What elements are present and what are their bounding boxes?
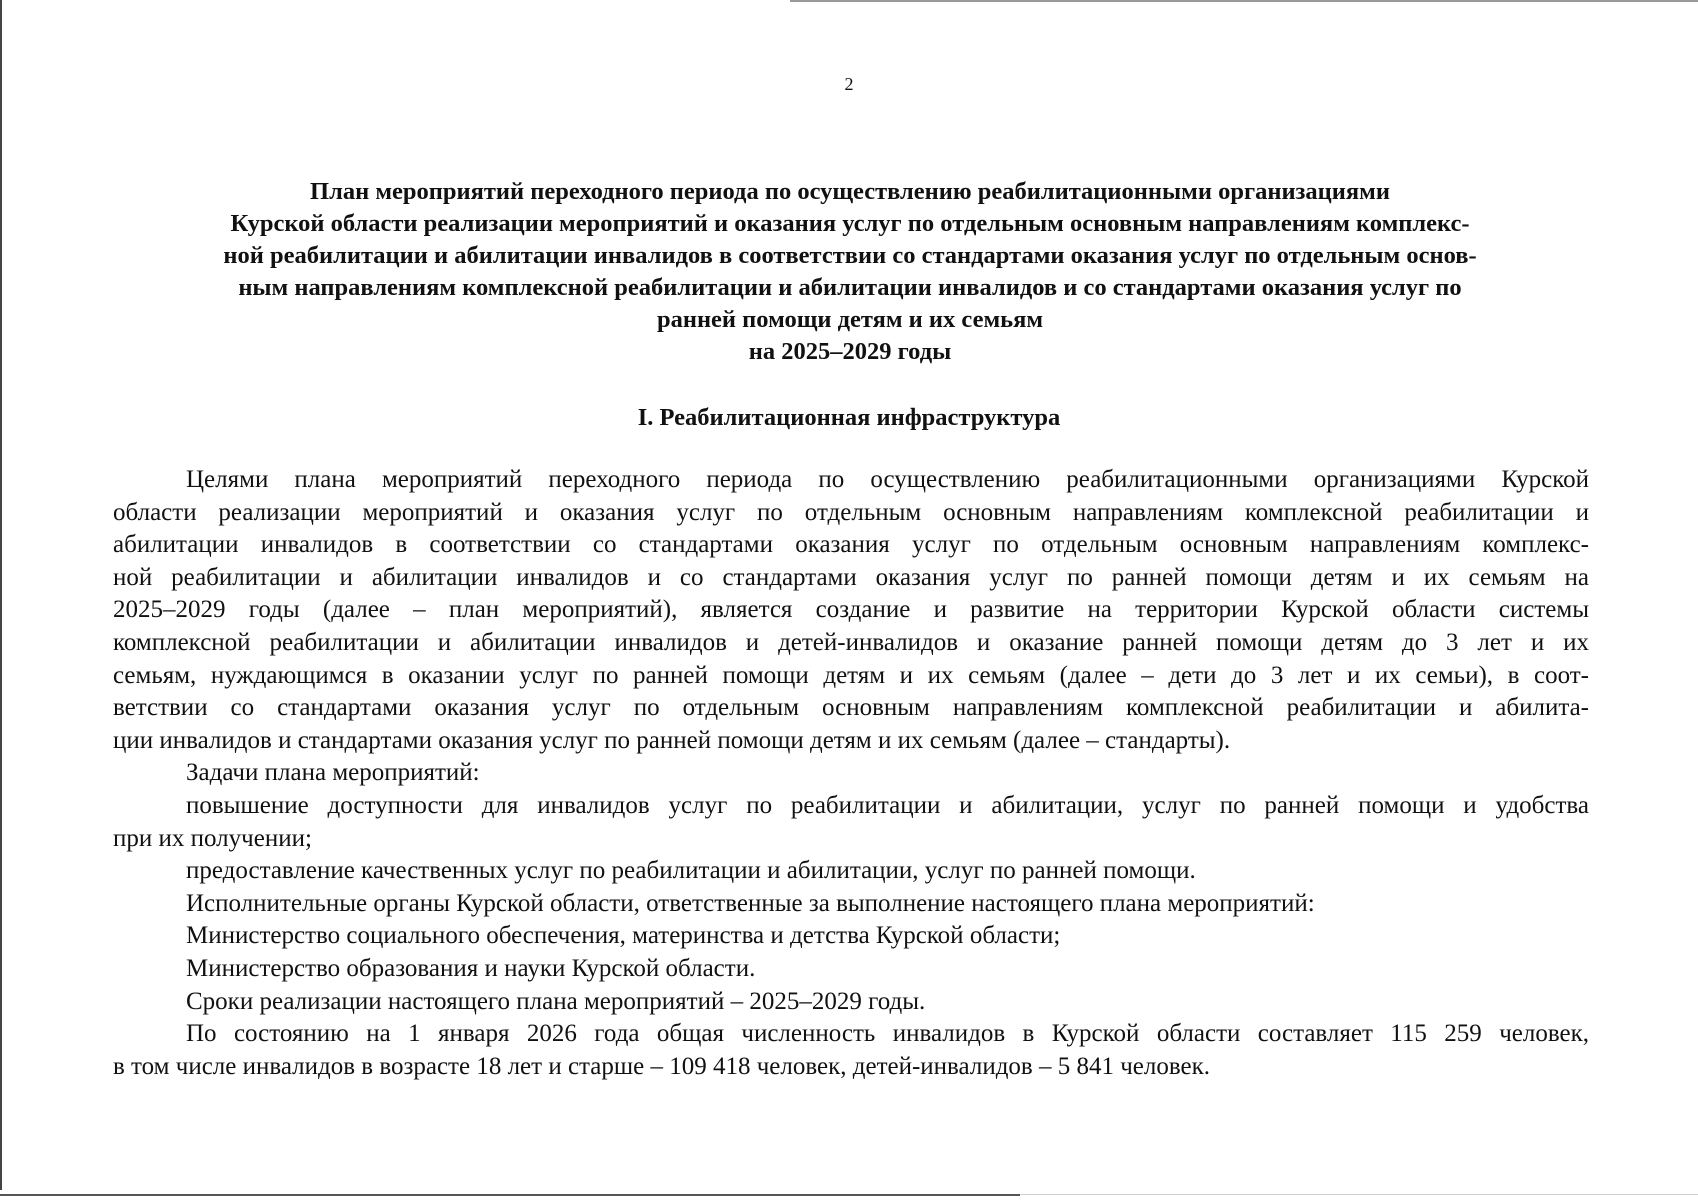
paragraph-line: Министерство образования и науки Курской области. bbox=[186, 954, 756, 982]
paragraph-line: Целями плана мероприятий переходного периода по осуществлению реабилитационными организациями Курской bbox=[186, 466, 1589, 493]
paragraph-line: абилитации инвалидов в соответствии со стандартами оказания услуг по отдельным основным направлениям комплекс- bbox=[113, 531, 1589, 559]
scan-edge-left bbox=[0, 0, 2, 1190]
title-line: Курской области реализации мероприятий и оказания услуг по отдельным основным направлениям комплекс- bbox=[230, 210, 1470, 237]
paragraph-line: Задачи плана мероприятий: bbox=[186, 759, 480, 787]
paragraph-line: области реализации мероприятий и оказания услуг по отдельным основным направлениям комплексной реабилитации и bbox=[113, 498, 1589, 526]
title-line: на 2025–2029 годы bbox=[748, 338, 952, 365]
section-heading: I. Реабилитационная инфраструктура bbox=[637, 404, 1061, 431]
document-title bbox=[110, 176, 1590, 368]
title-line: ным направлениям комплексной реабилитации и абилитации инвалидов и со стандартами оказания услуг по bbox=[238, 274, 1462, 301]
paragraph-line: По состоянию на 1 января 2026 года общая численность инвалидов в Курской области составляет 115 259 человек, bbox=[186, 1020, 1589, 1048]
paragraph-line: в том числе инвалидов в возрасте 18 лет и старше – 109 418 человек, детей-инвалидов – 5 841 человек. bbox=[113, 1052, 1211, 1080]
paragraph-line: Сроки реализации настоящего плана мероприятий – 2025–2029 годы. bbox=[186, 987, 926, 1015]
paragraph-line: 2025–2029 годы (далее – план мероприятий), является создание и развитие на территории Курской области системы bbox=[113, 596, 1589, 624]
body-text bbox=[113, 464, 1589, 1083]
paragraph-line: семьям, нуждающимся в оказании услуг по ранней помощи детям и их семьям (далее – дети до 3 лет и их семьи), в соот- bbox=[113, 661, 1589, 689]
title-line: План мероприятий переходного периода по осуществлению реабилитационными организациями bbox=[310, 178, 1390, 205]
paragraph-line: ветствии со стандартами оказания услуг по отдельным основным направлениям комплексной реабилитации и абилита- bbox=[113, 694, 1589, 722]
scan-edge-bottom bbox=[0, 1194, 1020, 1196]
title-line: ранней помощи детям и их семьям bbox=[656, 306, 1044, 333]
paragraph-line: комплексной реабилитации и абилитации инвалидов и детей-инвалидов и оказание ранней помощи детям до 3 лет и их bbox=[113, 628, 1589, 656]
paragraph-line: Исполнительные органы Курской области, ответственные за выполнение настоящего плана мероприятий: bbox=[186, 889, 1315, 917]
paragraph-line: предоставление качественных услуг по реабилитации и абилитации, услуг по ранней помощи. bbox=[186, 857, 1196, 885]
scan-edge-top bbox=[790, 0, 1698, 2]
paragraph-line: повышение доступности для инвалидов услуг по реабилитации и абилитации, услуг по ранней помощи и удобства bbox=[186, 791, 1589, 819]
page-number: 2 bbox=[844, 74, 854, 94]
scan-edge-bottom-faint bbox=[1020, 1194, 1698, 1195]
paragraph-line: Министерство социального обеспечения, материнства и детства Курской области; bbox=[186, 922, 1061, 950]
paragraph-line: ции инвалидов и стандартами оказания услуг по ранней помощи детям и их семьям (далее – стандарты). bbox=[113, 726, 1231, 754]
paragraph-line: при их получении; bbox=[113, 824, 312, 852]
title-line: ной реабилитации и абилитации инвалидов в соответствии со стандартами оказания услуг по отдельным основ- bbox=[223, 242, 1477, 269]
paragraph-line: ной реабилитации и абилитации инвалидов и со стандартами оказания услуг по ранней помощи детям и их семьям на bbox=[113, 563, 1589, 591]
